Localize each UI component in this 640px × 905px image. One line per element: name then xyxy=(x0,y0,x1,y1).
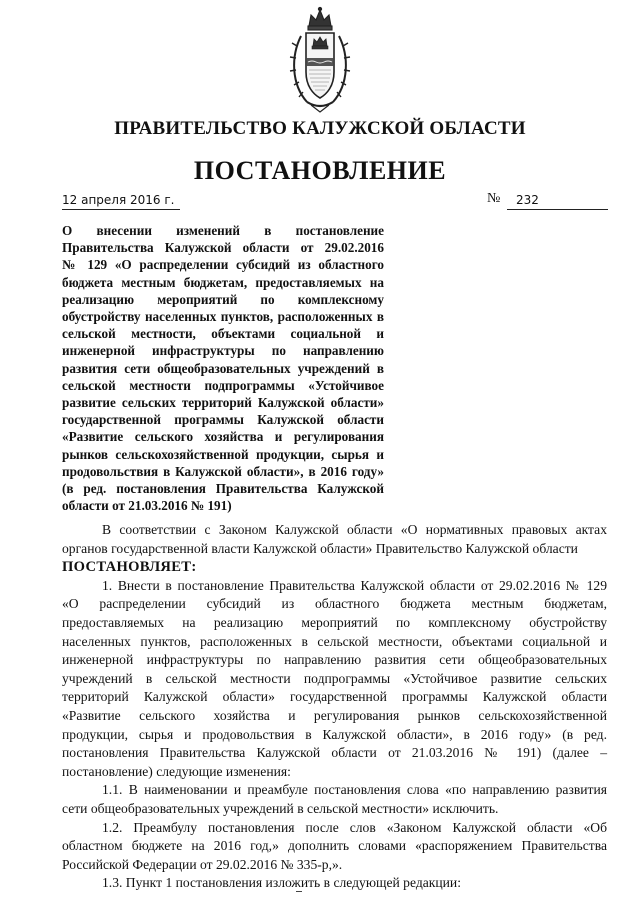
body-line: 1.1. В наименовании и преамбуле постановления слова «по направлению развития xyxy=(102,782,607,798)
body-line: постановления Правительства Калужской области от 21.03.2016 № 191) (далее – xyxy=(62,745,607,761)
title-line: № 129 «О распределении субсидий из областного xyxy=(62,257,384,273)
body-line: Российской Федерации от 29.02.2016 № 335-р,». xyxy=(62,856,343,872)
body-line: инженерной инфраструктуры по направлению развития сети общеобразовательных xyxy=(62,652,607,668)
scan-mark xyxy=(296,891,302,892)
decree-title xyxy=(62,222,384,514)
body-line: территорий Калужской области» государственной программы Калужской области xyxy=(62,689,607,705)
title-line: государственной программы Калужской области xyxy=(62,412,384,428)
body-line: 1.3. Пункт 1 постановления изложить в следующей редакции: xyxy=(102,875,461,891)
title-line: области от 21.03.2016 № 191) xyxy=(62,498,232,514)
body-line: населенных пунктов, расположенных в сельской местности, объектами социальной и xyxy=(62,633,607,649)
title-line: сельской местности подпрограммы «Устойчивое xyxy=(62,377,384,393)
document-number: 232 xyxy=(516,193,539,207)
body-line: 1. Внести в постановление Правительства Калужской области от 29.02.2016 № 129 xyxy=(102,577,607,593)
title-line: бюджета местным бюджетам, предоставляемых на xyxy=(62,274,384,290)
body-line: органов государственной власти Калужской области» Правительство Калужской области xyxy=(62,540,578,556)
body-line: учреждений в сельской местности подпрограммы «Устойчивое развитие сельских xyxy=(62,670,607,686)
body-line: 1.2. Преамбулу постановления после слов «Законом Калужской области «Об xyxy=(102,819,607,835)
title-line: (в ред. постановления Правительства Калужской xyxy=(62,481,384,497)
document-number-field xyxy=(507,193,608,210)
decree-keyword: ПОСТАНОВЛЯЕТ: xyxy=(62,559,197,576)
title-line: сельской местности, объектами социальной и xyxy=(62,326,384,342)
title-line: обустройству населенных пунктов, расположенных в xyxy=(62,309,384,325)
body-line: В соответствии с Законом Калужской области «О нормативных правовых актах xyxy=(102,522,607,537)
number-label: № xyxy=(487,191,501,206)
decree-body xyxy=(62,521,607,893)
body-line: «О распределении субсидий из областного бюджета местным бюджетам, xyxy=(62,596,607,612)
body-line: «Развитие сельского хозяйства и регулирования рынков сельскохозяйственной xyxy=(62,707,607,723)
body-line: постановление) следующие изменения: xyxy=(62,763,291,779)
document-date: 12 апреля 2016 г. xyxy=(62,193,175,207)
coat-of-arms-emblem xyxy=(287,6,353,114)
title-line: развития сети общеобразовательных учреждений в xyxy=(62,360,384,376)
title-line: реализацию мероприятий по комплексному xyxy=(62,291,384,307)
title-line: О внесении изменений в постановление xyxy=(62,223,384,238)
document-date-field xyxy=(62,193,180,210)
body-line: предоставляемых на реализацию мероприятий по комплексному обустройству xyxy=(62,614,607,630)
title-line: инженерной инфраструктуры по направлению xyxy=(62,343,384,359)
government-name: ПРАВИТЕЛЬСТВО КАЛУЖСКОЙ ОБЛАСТИ xyxy=(114,118,526,139)
body-line: областном бюджете на 2016 год,» дополнить словами «распоряжением Правительства xyxy=(62,838,607,854)
title-line: рынков сельскохозяйственной продукции, сырья и xyxy=(62,446,384,462)
body-line: продукции, сырья и продовольствия в Калужской области», в 2016 году» (в ред. xyxy=(62,726,607,742)
title-line: Правительства Калужской области от 29.02.2016 xyxy=(62,240,384,256)
title-line: развитие сельских территорий Калужской области» xyxy=(62,395,384,411)
body-line: сети общеобразовательных учреждений в сельской местности» исключить. xyxy=(62,800,499,816)
title-line: «Развитие сельского хозяйства и регулирования xyxy=(62,429,384,445)
title-line: продовольствия в Калужской области», в 2016 году» xyxy=(62,463,384,479)
document-type-title: ПОСТАНОВЛЕНИЕ xyxy=(193,156,447,185)
